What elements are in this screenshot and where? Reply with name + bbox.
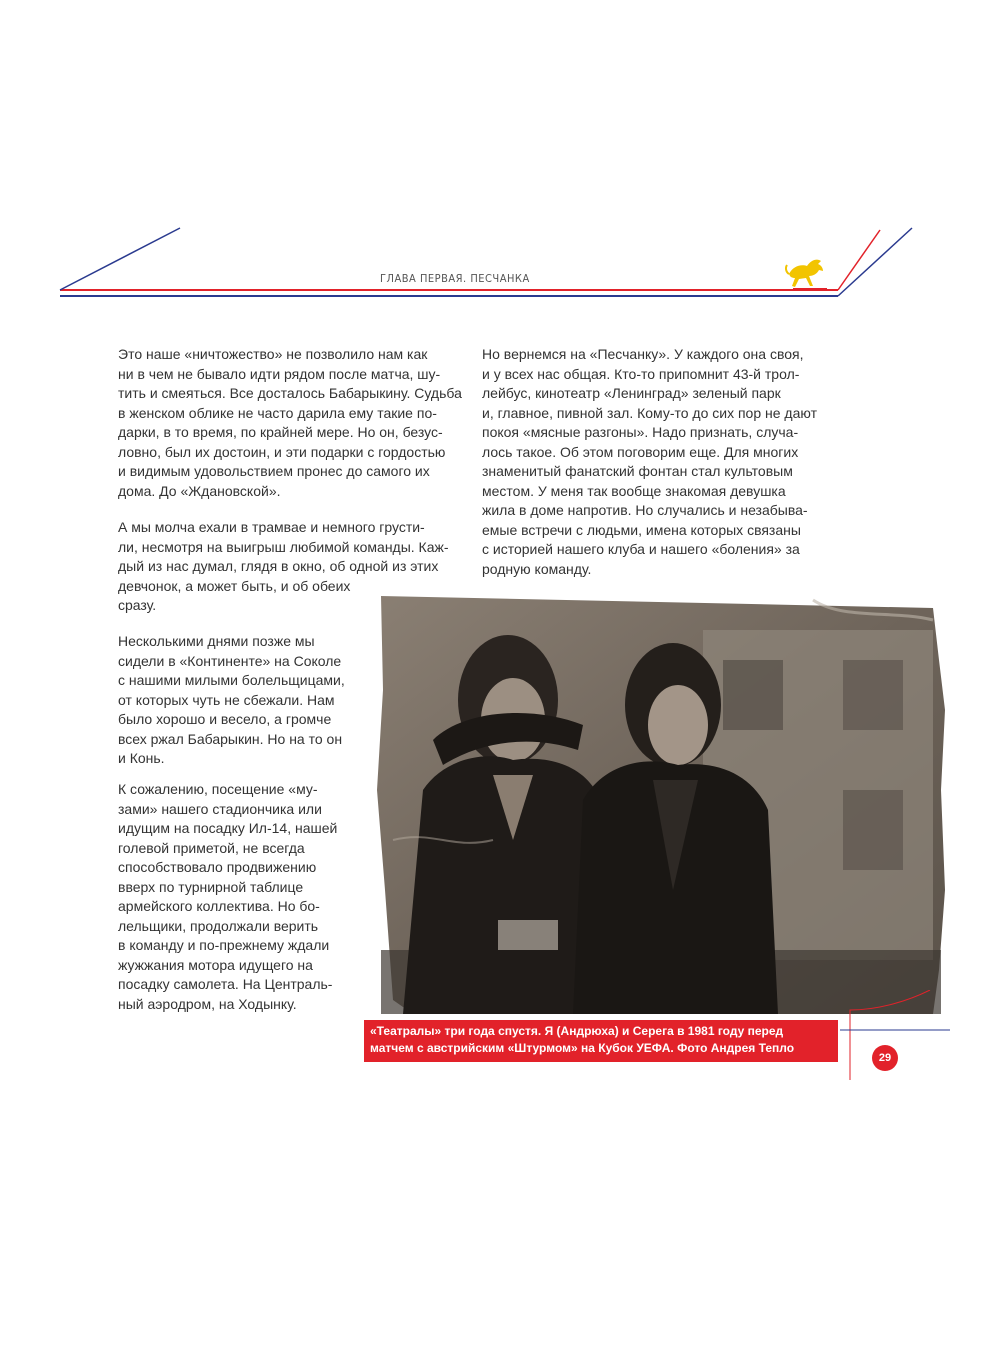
left-paragraph-1: Это наше «ничтожество» не позволило нам как ни в чем не бывало идти рядом после матча, шу- тить и смеяться. Все досталось Бабарыкину. Судьба в женском облике не часто дарила ему такие по- дарки, в то время, по крайней мере. Но он, безус- ловно, был их достоин, и эти подарки с гордостью и видимым удовольствием пронес до самого их дома. До «Ждановской». <box>118 346 462 499</box>
right-paragraph-1: Но вернемся на «Песчанку». У каждого она своя, и у всех нас общая. Кто-то припомнит 43-й трол- лейбус, кинотеатр «Ленинград» зеленый парк и, главное, пивной зал. Кому-то до сих пор не дают покоя «мясные разгоны». Надо признать, случа- лось такое. Об этом поговорим еще. Для многих знаменитый фанатский фонтан стал культовым местом. У меня так вообще знакомая девушка жила в доме напротив. Но случались и незабыва- емые встречи с людьми, имена которых связаны с историей нашего клуба и нашего «боления» за родную команду. <box>482 346 817 577</box>
photo-two-men-icon <box>373 590 946 1015</box>
left-paragraph-4: К сожалению, посещение «му- зами» нашего стадиончика или идущим на посадку Ил-14, нашей голевой приметой, не всегда способствовало продвижению вверх по турнирной таблице армейского коллектива. Но бо- лельщики, продолжали верить в команду и по-прежнему ждали жужжания мотора идущего на посадку самолета. На Централь- ный аэродром, на Ходынку. <box>118 781 338 1012</box>
left-paragraph-2: А мы молча ехали в трамвае и немного грусти- ли, несмотря на выигрыш любимой команды. Каж- дый из нас думал, глядя в окно, об одной из этих девчонок, а может быть, и об обеих сразу. <box>118 519 449 613</box>
left-paragraph-3: Несколькими днями позже мы сидели в «Континенте» на Соколе с нашими милыми болельщицами, от которых чуть не сбежали. Нам было хорошо и весело, а громче всех ржал Бабарыкин. Но на то он и Конь. <box>118 633 345 766</box>
photo-caption: «Театралы» три года спустя. Я (Андрюха) и Серега в 1981 году перед матчем с австрийским «Штурмом» на Кубок УЕФА. Фото Андрея Тепло <box>364 1020 838 1062</box>
chapter-title: ГЛАВА ПЕРВАЯ. ПЕСЧАНКА <box>380 272 530 285</box>
vintage-photo <box>373 590 946 1015</box>
horse-icon <box>783 252 833 292</box>
corner-rule <box>840 990 950 1080</box>
page-number: 29 <box>872 1045 898 1071</box>
